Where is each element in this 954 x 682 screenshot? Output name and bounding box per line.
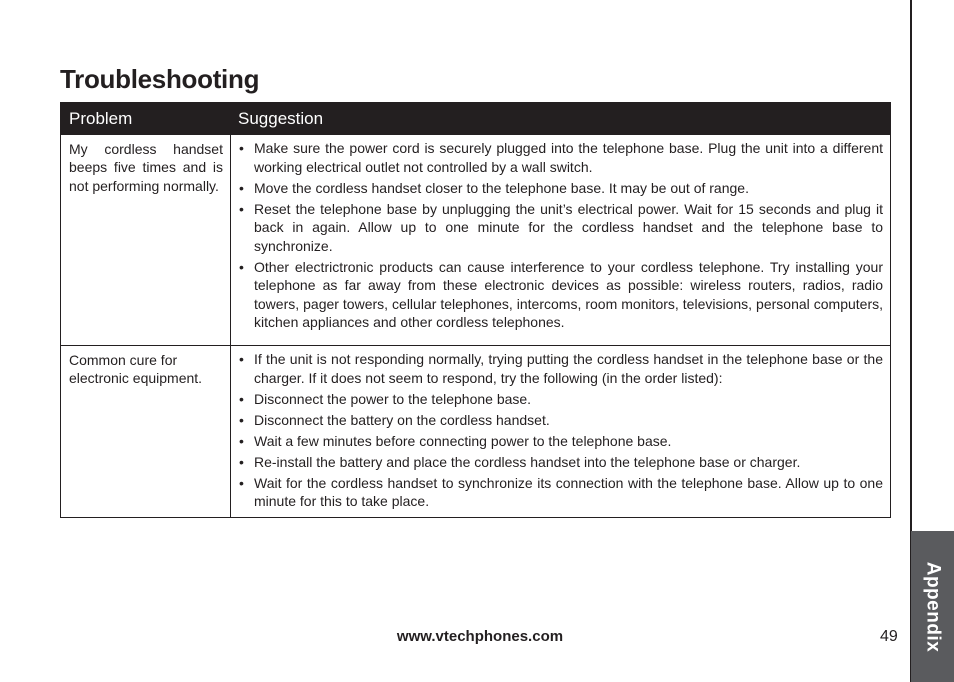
bullet: •	[239, 474, 244, 491]
suggestion-text: Disconnect the power to the telephone base.	[254, 390, 532, 407]
table-header	[61, 102, 890, 135]
suggestion-item	[239, 179, 883, 198]
column-header-suggestion: Suggestion	[238, 109, 324, 128]
suggestion-text: If the unit is not responding normally, trying putting the cordless handset in the telephone base or the charger. If it does not seem to respond, try the following (in the order listed):	[254, 351, 883, 386]
footer-website	[0, 628, 954, 645]
bullet: •	[239, 351, 244, 367]
page-title: Troubleshooting	[60, 64, 260, 94]
bullet: •	[239, 140, 244, 156]
bullet: •	[239, 432, 244, 449]
suggestion-text: Other electrictronic products can cause interference to your cordless telephone. Try installing your telephone as far away from these electronic devices as possible: wireless routers, radios, radio towers, pager towers, cellular telephones, intercoms, room monitors, televisions, personal computers, kitchen appliances and other cordless telephones.	[254, 258, 883, 330]
column-header-problem: Problem	[69, 109, 133, 128]
bullet: •	[239, 200, 244, 217]
suggestion-text: Wait for the cordless handset to synchronize its connection with the telephone base. Allow up to one minute for this to take place.	[254, 474, 883, 509]
suggestion-item	[239, 432, 883, 451]
problem-cell: Common cure for electronic equipment.	[61, 346, 231, 517]
suggestion-text: Make sure the power cord is securely plugged into the telephone base. Plug the unit into a different working electrical outlet not controlled by a wall switch.	[254, 140, 883, 175]
suggestion-list	[239, 350, 883, 511]
problem-cell: My cordless handset beeps five times and is not performing normally.	[61, 135, 231, 345]
suggestion-item	[239, 411, 883, 430]
suggestion-cell	[231, 135, 890, 345]
suggestion-text: Re-install the battery and place the cordless handset into the telephone base or charger.	[254, 453, 801, 470]
footer-website-text: www.vtechphones.com	[396, 628, 564, 645]
bullet: •	[239, 453, 244, 470]
suggestion-cell	[231, 346, 890, 517]
appendix-tab-label: Appendix	[922, 561, 944, 652]
suggestion-text: Reset the telephone base by unplugging the unit’s electrical power. Wait for 15 seconds and plug it back in again. Allow up to one minute for the cordless handset and the telephone base to synchronize.	[254, 200, 883, 254]
suggestion-item	[239, 390, 883, 409]
suggestion-item	[239, 258, 883, 332]
suggestion-list	[239, 139, 883, 332]
table-row	[61, 135, 890, 345]
suggestion-text: Wait a few minutes before connecting power to the telephone base.	[254, 432, 672, 449]
suggestion-item	[239, 350, 883, 387]
suggestion-item	[239, 474, 883, 511]
suggestion-text: Disconnect the battery on the cordless handset.	[254, 411, 550, 428]
bullet: •	[239, 411, 244, 428]
page-number: 49	[880, 628, 898, 645]
troubleshooting-table	[60, 102, 891, 518]
suggestion-text: Move the cordless handset closer to the telephone base. It may be out of range.	[254, 179, 749, 196]
suggestion-item	[239, 200, 883, 256]
appendix-section-tab	[911, 531, 954, 682]
table-row	[61, 345, 890, 517]
bullet: •	[239, 179, 244, 196]
suggestion-item	[239, 453, 883, 472]
bullet: •	[239, 258, 244, 275]
suggestion-item	[239, 139, 883, 176]
bullet: •	[239, 390, 244, 407]
